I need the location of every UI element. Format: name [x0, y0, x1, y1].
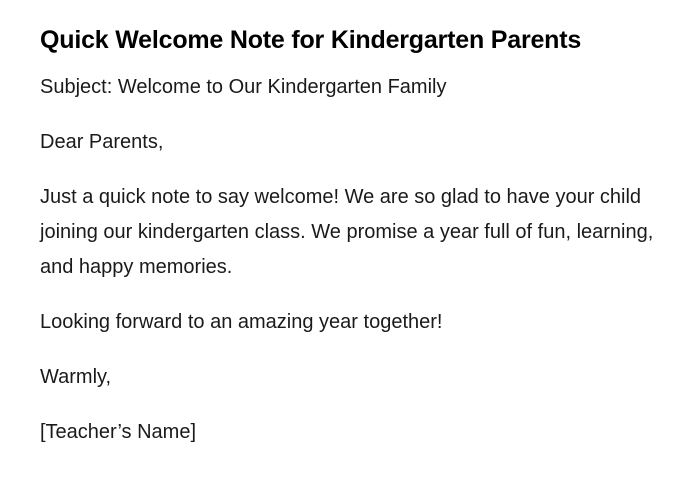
body-paragraph: Just a quick note to say welcome! We are so glad to have your child joining our kindergarten class. We promise a year full of fun, learning, and happy memories.	[40, 186, 654, 278]
letter-document	[40, 22, 660, 470]
signature-placeholder: [Teacher’s Name]	[40, 421, 196, 443]
greeting: Dear Parents,	[40, 131, 164, 153]
document-title: Quick Welcome Note for Kindergarten Parents	[40, 26, 582, 54]
signoff: Warmly,	[40, 366, 112, 388]
subject-line: Subject: Welcome to Our Kindergarten Family	[40, 76, 447, 98]
closing-line: Looking forward to an amazing year together!	[40, 311, 443, 333]
